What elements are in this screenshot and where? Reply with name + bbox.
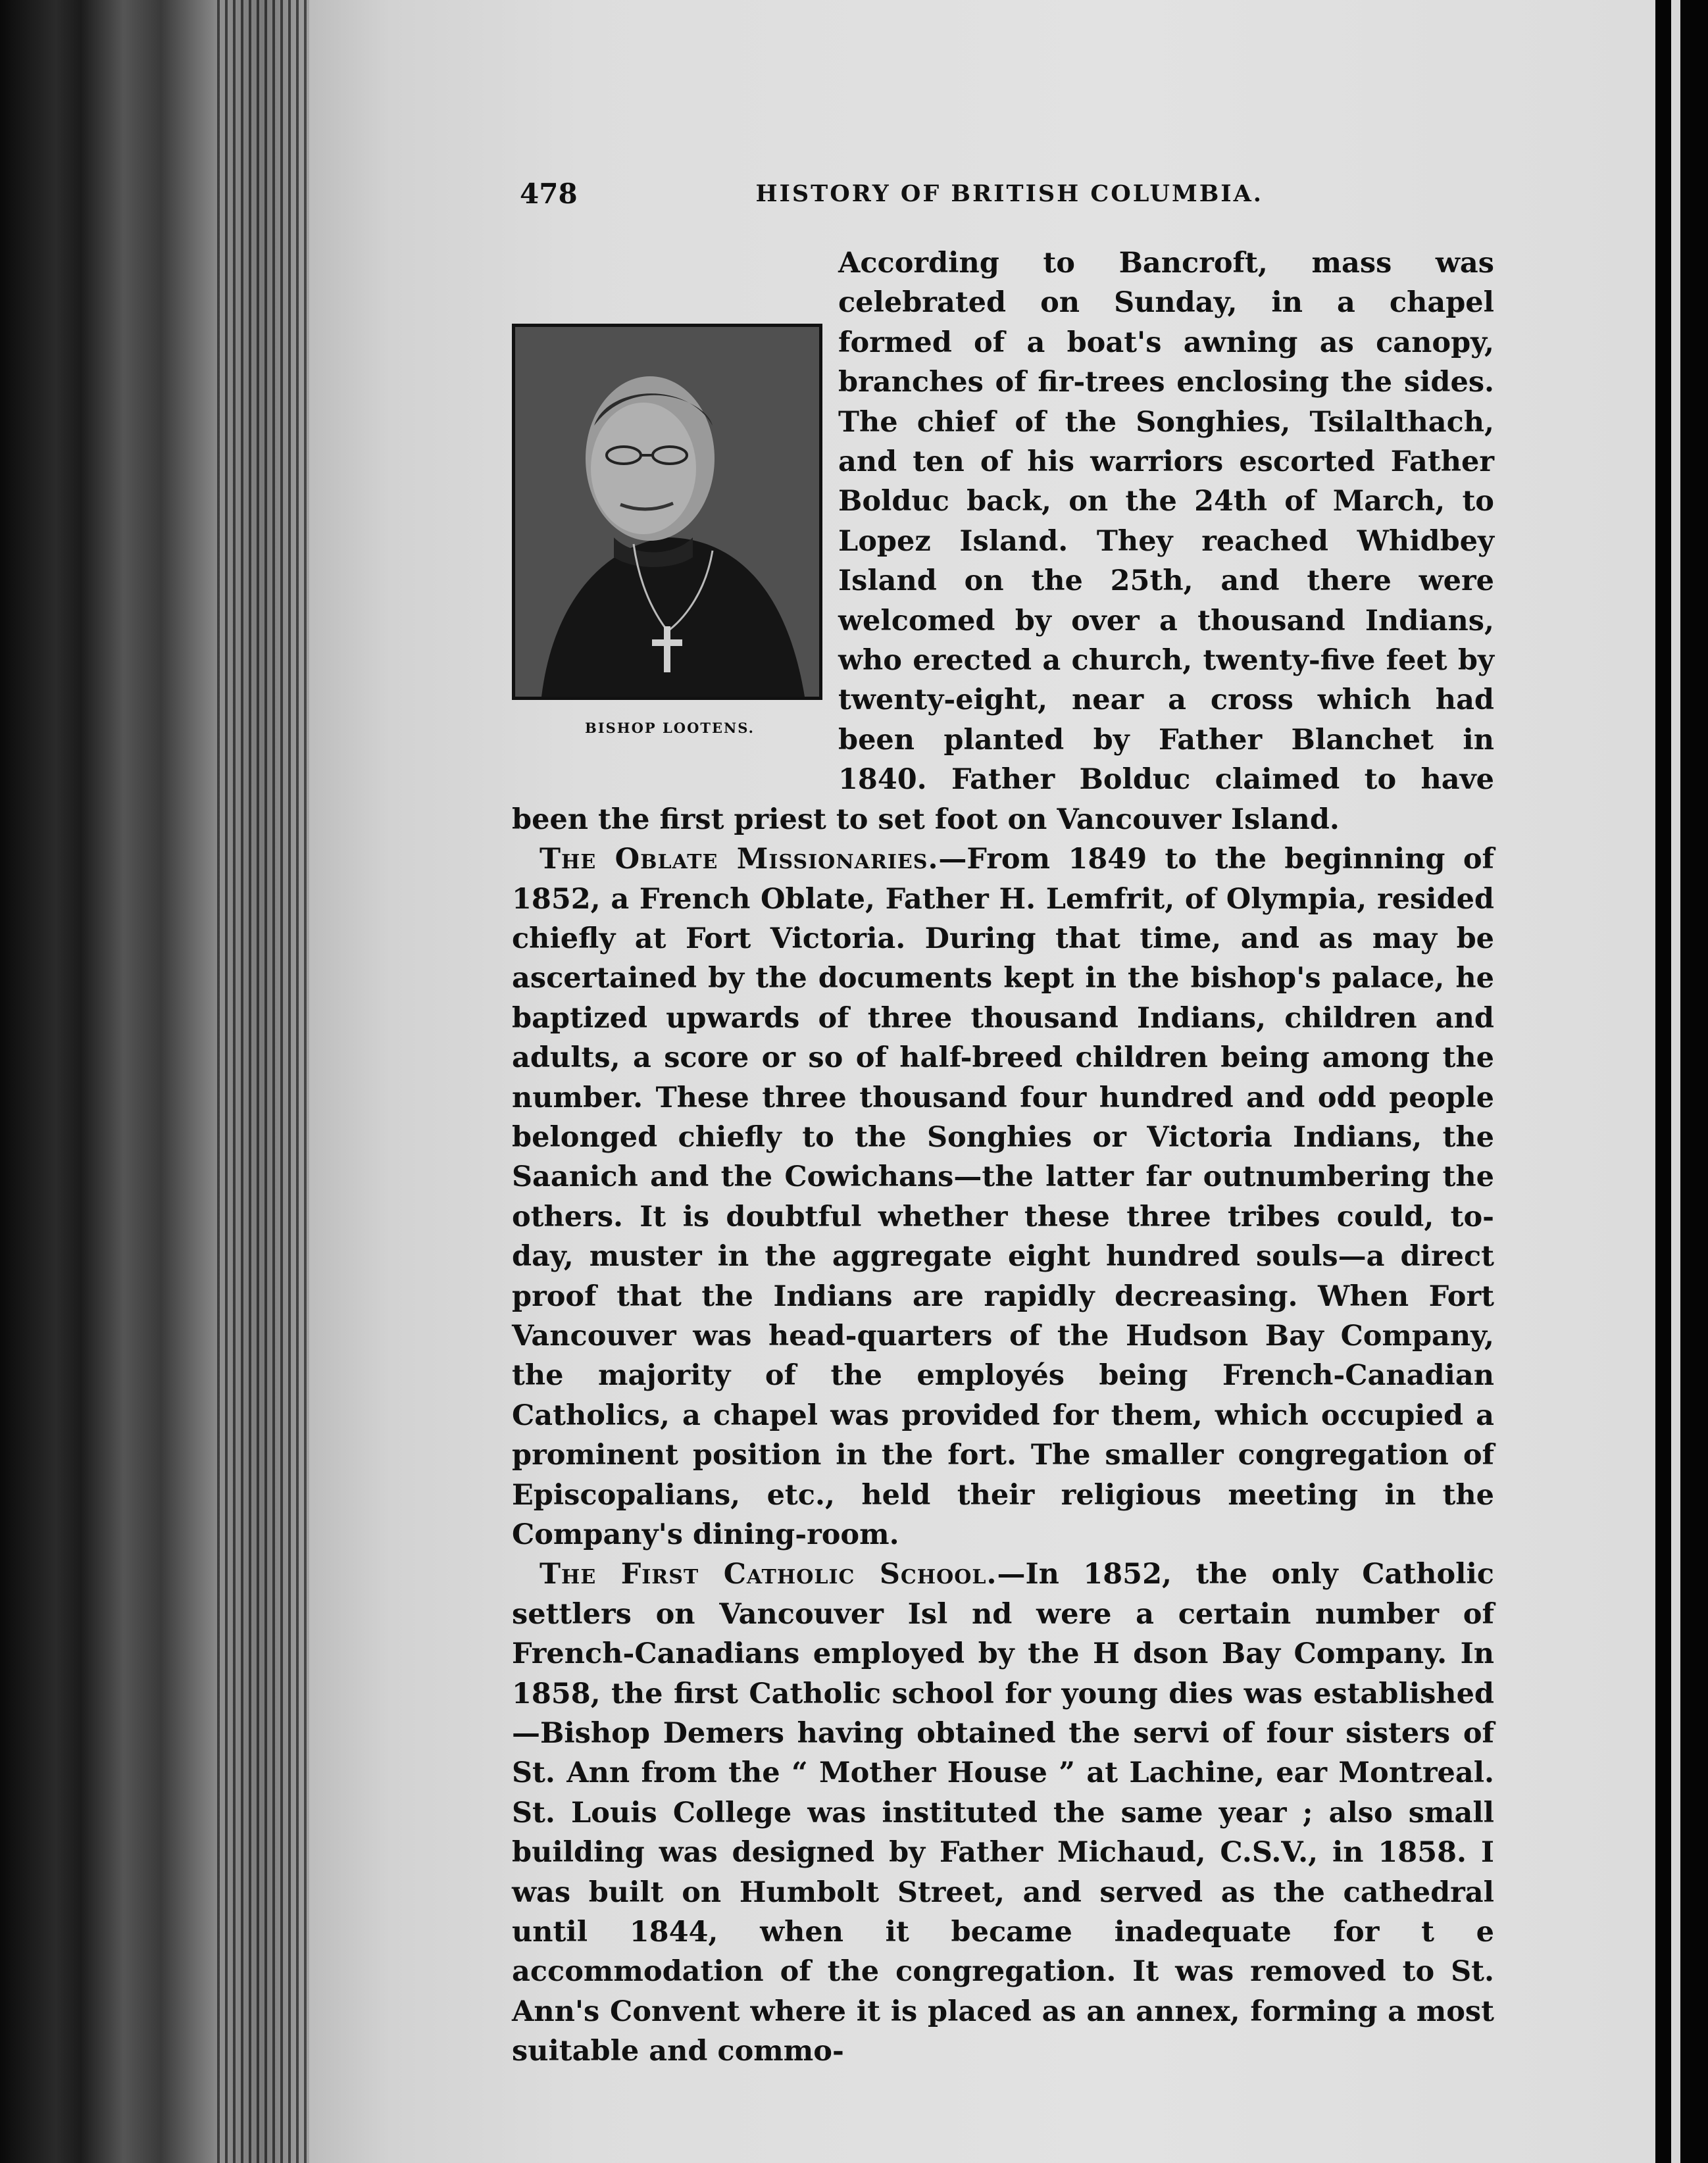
- portrait-figure: [512, 324, 828, 738]
- paragraph-text: —From 1849 to the beginning of 1852, a French Oblate, Father H. Lemfrit, of Olympia, resided chiefly at Fort Victoria. During that time, and as may be ascertained by the documents kept in the bishop's palace, he baptized upwards of three thousand Indians, children and adults, a score or so of half-breed children being among the number. These three thousand four hundred and odd people belonged chiefly to the Songhies or Victoria Indians, the Saanich and the Cowichans—the latter far outnumbering the others. It is doubtful whether these three tribes could, to-day, muster in the aggregate eight hundred souls—a direct proof that the Indians are rapidly decreasing. When Fort Vancouver was head-quarters of the Hudson Bay Company, the majority of the employés being French-Canadian Catholics, a chapel was provided for them, which occupied a prominent position in the fort. The smaller congregation of Episcopalians, etc., held their religious meeting in the Company's dining-room.: [512, 843, 1495, 1551]
- section-heading: The First Catholic School.: [540, 1558, 997, 1591]
- page-number: 478: [520, 178, 578, 210]
- section-heading: The Oblate Missionaries.: [540, 843, 939, 876]
- scan-border: [1655, 0, 1708, 2163]
- body-text: [512, 243, 1494, 2072]
- paragraph: [512, 1554, 1494, 2071]
- running-head: [520, 178, 1263, 224]
- bishop-portrait: [512, 324, 822, 700]
- page-edges: [217, 0, 309, 2163]
- portrait-illustration: [515, 327, 819, 697]
- paragraph: [512, 839, 1494, 1554]
- figure-caption: BISHOP LOOTENS.: [585, 720, 755, 736]
- book-title: HISTORY OF BRITISH COLUMBIA.: [755, 180, 1263, 207]
- next-page-edge: [1671, 0, 1680, 2163]
- paragraph-text: —In 1852, the only Catholic settlers on Vancouver Isl nd were a certain number of French-Canadians employed by the H dson Bay Company. In 1858, the first Catholic school for young dies was established—Bishop Demers having obtained the servi of four sisters of St. Ann from the “ Mother House ” at Lachine, ear Montreal. St. Louis College was instituted the same year ; also small building was designed by Father Michaud, C.S.V., in 1858. I was built on Humbolt Street, and served as the cathedral until 1844, when it became inadequate for t e accommodation of the congregation. It was removed to St. Ann's Convent where it is placed as an annex, forming a most suitable and commo-: [512, 1558, 1494, 2068]
- paragraph: According to Bancroft, mass was celebrated on Sunday, in a chapel formed of a boat's awning as canopy, branches of fir-trees enclosing the sides. The chief of the Songhies, Tsilalthach, and ten of his warriors escorted Father Bolduc back, on the 24th of March, to Lopez Island. They reached Whidbey Island on the 25th, and there were welcomed by over a thousand Indians, who erected a church, twenty-five feet by twenty-eight, near a cross which had been planted by Father Blanchet in 1840. Father Bolduc claimed to have been the first priest to set foot on Vancouver Island.: [512, 247, 1494, 836]
